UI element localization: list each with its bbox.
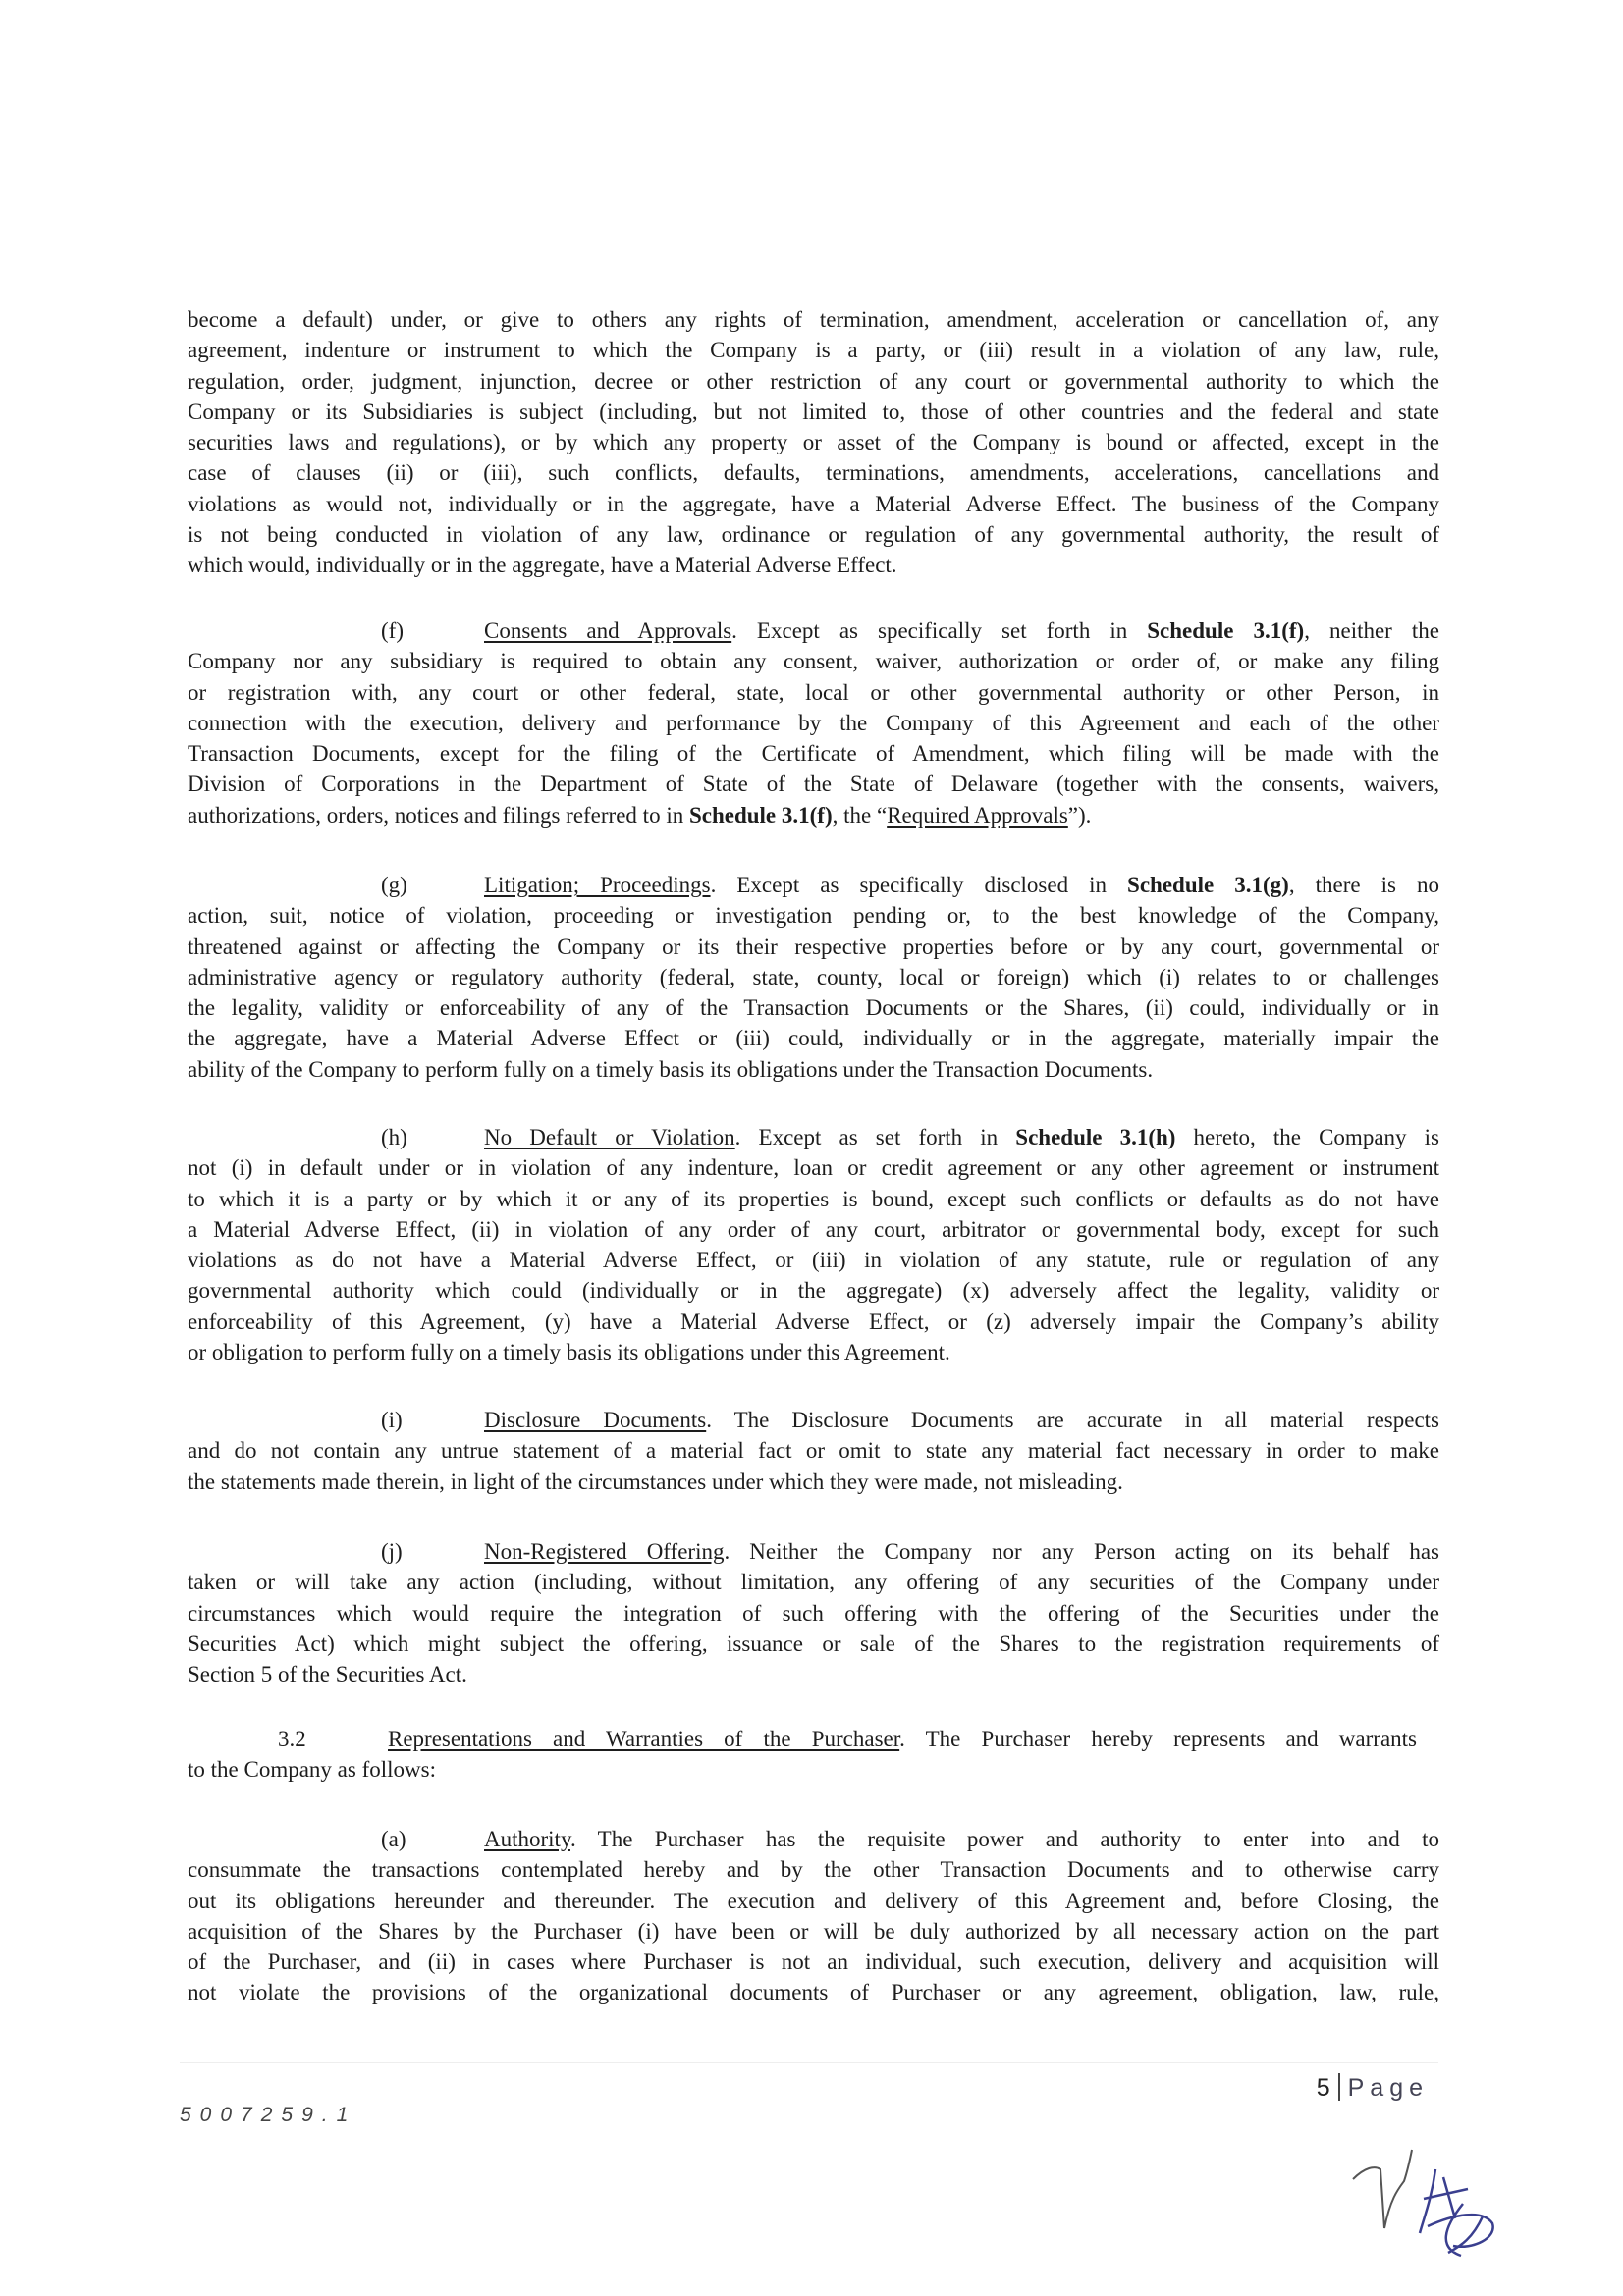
body-text: . The Purchaser has the requisite power and authority to enter into and to <box>569 1827 1439 1851</box>
text-line <box>188 677 1439 708</box>
text-line <box>188 1567 1439 1597</box>
section-number: (g) <box>381 873 407 897</box>
page-number <box>1317 2073 1429 2103</box>
text-line <box>188 1629 1439 1659</box>
body-text: agreement, indenture or instrument to which the Company is a party, or (iii) result in a violation of any law, rule, <box>188 338 1439 363</box>
body-text: regulation, order, judgment, injunction, decree or other restriction of any court or governmental authority to which the <box>188 368 1439 394</box>
text-line <box>188 769 1439 799</box>
body-text: , there is no <box>1288 873 1440 897</box>
text-line <box>188 1435 1439 1466</box>
body-text: . The Disclosure Documents are accurate in all material respects <box>706 1408 1439 1432</box>
body-text: . The Purchaser hereby represents and warrants <box>899 1727 1417 1751</box>
section-h <box>188 1122 1439 1367</box>
body-text: to which it is a party or by which it or any of its properties is bound, except such conflicts or defaults as do not have <box>188 1186 1439 1211</box>
text-line <box>188 1916 1439 1947</box>
text-line <box>188 1184 1439 1214</box>
body-text: violations as do not have a Material Adverse Effect, or (iii) in violation of any statute, rule or regulation of any <box>188 1248 1439 1273</box>
text-line <box>188 900 1439 931</box>
schedule-reference: Schedule 3.1(g) <box>1127 873 1289 897</box>
body-text: circumstances which would require the integration of such offering with the offering of the Securities under the <box>188 1600 1439 1626</box>
body-text: acquisition of the Shares by the Purchaser (i) have been or will be duly authorized by all necessary action on the part <box>188 1918 1439 1944</box>
text-line <box>188 870 1439 900</box>
section-number: (f) <box>381 618 404 643</box>
text-line <box>188 1405 1439 1435</box>
text-line <box>188 1536 1439 1567</box>
body-text: governmental authority which could (individually or in the aggregate) (x) adversely affect the legality, validity or <box>188 1278 1439 1304</box>
handwritten-initials-signature <box>1345 2130 1532 2258</box>
text-line <box>188 646 1439 676</box>
text-line <box>188 962 1439 992</box>
section-heading: Authority <box>484 1827 570 1851</box>
body-text: or registration with, any court or other federal, state, local or other governmental authority or other Person, in <box>188 679 1439 705</box>
body-text: connection with the execution, delivery and performance by the Company of this Agreement and each of the other <box>188 710 1439 735</box>
body-text: Securities Act) which might subject the offering, issuance or sale of the Shares to the registration requirements of <box>188 1630 1439 1656</box>
text-line <box>188 457 1439 488</box>
text-line <box>188 1054 1439 1085</box>
text-line <box>188 932 1439 962</box>
body-text: Section 5 of the Securities Act. <box>188 1662 467 1687</box>
body-text: the legality, validity or enforceability of any of the Transaction Documents or the Shares, (ii) could, individually or in <box>188 995 1439 1021</box>
section-number: 3.2 <box>278 1727 306 1751</box>
body-text: . Except as specifically disclosed in <box>710 873 1128 897</box>
text-line <box>188 1245 1439 1275</box>
section-heading: No Default or Violation <box>484 1125 735 1149</box>
body-text: securities laws and regulations), or by which any property or asset of the Company is bound or affected, except in the <box>188 430 1439 455</box>
section-heading: Litigation; Proceedings <box>484 873 711 897</box>
text-line <box>188 738 1439 769</box>
section-f <box>188 615 1439 830</box>
body-text: . Neither the Company nor any Person acting on its behalf has <box>724 1539 1439 1564</box>
body-text: case of clauses (ii) or (iii), such conflicts, defaults, terminations, amendments, accelerations, cancellations and <box>188 460 1439 486</box>
body-text: . Except as specifically set forth in <box>731 618 1148 643</box>
text-line <box>188 1214 1439 1245</box>
body-text: Division of Corporations in the Department of State of the State of Delaware (together with the consents, waivers, <box>188 772 1439 797</box>
body-text: , neither the <box>1304 618 1439 643</box>
text-line <box>188 1659 1439 1689</box>
body-text: hereto, the Company is <box>1175 1125 1439 1149</box>
text-line <box>188 427 1439 457</box>
page-number-value: 5 <box>1316 2074 1330 2102</box>
body-text: , the “ <box>832 802 888 828</box>
text-line <box>188 304 1439 335</box>
paragraph-continued <box>188 304 1439 581</box>
section-heading: Required Approvals <box>887 802 1068 828</box>
section-j <box>188 1536 1439 1689</box>
page-separator <box>1338 2073 1340 2101</box>
body-text: become a default) under, or give to others any rights of termination, amendment, acceleration or cancellation of, any <box>188 307 1439 332</box>
section-number: (h) <box>381 1125 407 1149</box>
section-i <box>188 1405 1439 1497</box>
body-text: the aggregate, have a Material Adverse Effect or (iii) could, individually or in the aggregate, materially impair the <box>188 1026 1439 1051</box>
body-text: enforceability of this Agreement, (y) have a Material Adverse Effect, or (z) adversely impair the Company’s ability <box>188 1308 1439 1334</box>
text-line <box>188 397 1439 427</box>
text-line <box>188 1467 1439 1497</box>
text-line <box>188 1854 1439 1885</box>
body-text: not violate the provisions of the organizational documents of Purchaser or any agreement, obligation, law, rule, <box>188 1980 1439 2005</box>
text-line <box>188 519 1439 550</box>
section-heading: Disclosure Documents <box>484 1408 707 1432</box>
body-text: violations as would not, individually or in the aggregate, have a Material Adverse Effect. The business of the Company <box>188 491 1439 516</box>
body-text: is not being conducted in violation of any law, ordinance or regulation of any governmental authority, the result of <box>188 522 1439 548</box>
schedule-reference: Schedule 3.1(f) <box>1147 618 1305 643</box>
section-number: (j) <box>381 1539 403 1564</box>
text-line <box>188 1947 1439 1977</box>
section-number: (i) <box>381 1408 403 1432</box>
text-line <box>188 1023 1439 1053</box>
body-text: consummate the transactions contemplated hereby and by the other Transaction Documents and to otherwise carry <box>188 1857 1439 1883</box>
text-line <box>188 335 1439 365</box>
body-text: which would, individually or in the aggregate, have a Material Adverse Effect. <box>188 553 897 578</box>
text-line <box>188 708 1439 738</box>
text-line <box>188 1337 1439 1367</box>
body-text: the statements made therein, in light of the circumstances under which they were made, not misleading. <box>188 1468 1123 1494</box>
body-text: Company nor any subsidiary is required to obtain any consent, waiver, authorization or order of, or make any filing <box>188 649 1439 674</box>
text-line <box>188 992 1439 1023</box>
text-line <box>188 366 1439 397</box>
body-text: threatened against or affecting the Company or its their respective properties before or by any court, governmental or <box>188 934 1439 959</box>
text-line <box>188 1754 1439 1785</box>
section-heading: Consents and Approvals <box>484 618 732 643</box>
body-text: ability of the Company to perform fully on a timely basis its obligations under the Transaction Documents. <box>188 1056 1154 1082</box>
body-text: not (i) in default under or in violation of any indenture, loan or credit agreement or any other agreement or instrument <box>188 1155 1439 1181</box>
text-line <box>188 1122 1439 1152</box>
text-line <box>188 1824 1439 1854</box>
body-text: of the Purchaser, and (ii) in cases where Purchaser is not an individual, such execution, delivery and acquisition will <box>188 1949 1439 1975</box>
schedule-reference: Schedule 3.1(f) <box>688 802 833 828</box>
text-line <box>188 1724 1439 1754</box>
text-line <box>188 1598 1439 1629</box>
body-text: or obligation to perform fully on a timely basis its obligations under this Agreement. <box>188 1340 950 1365</box>
body-text: Transaction Documents, except for the filing of the Certificate of Amendment, which filing will be made with the <box>188 741 1439 767</box>
footer-divider <box>180 2062 1438 2063</box>
body-text: a Material Adverse Effect, (ii) in violation of any order of any court, arbitrator or governmental body, except for such <box>188 1216 1439 1242</box>
body-text: ”). <box>1067 802 1092 828</box>
schedule-reference: Schedule 3.1(h) <box>1015 1125 1176 1149</box>
section-a <box>188 1824 1439 2008</box>
body-text: authorizations, orders, notices and filings referred to in <box>188 802 689 828</box>
text-line <box>188 1886 1439 1916</box>
body-text: out its obligations hereunder and thereunder. The execution and delivery of this Agreement and, before Closing, the <box>188 1888 1439 1913</box>
text-line <box>188 1152 1439 1183</box>
section-heading: Representations and Warranties of the Purchaser <box>388 1727 900 1751</box>
text-line <box>188 615 1439 646</box>
text-line <box>188 550 1439 580</box>
section-number: (a) <box>381 1827 406 1851</box>
text-line <box>188 1275 1439 1306</box>
body-text: administrative agency or regulatory authority (federal, state, county, local or foreign) which (i) relates to or challenges <box>188 964 1439 989</box>
body-text: action, suit, notice of violation, proceeding or investigation pending or, to the best knowledge of the Company, <box>188 903 1439 929</box>
body-text: and do not contain any untrue statement of a material fact or omit to state any material fact necessary in order to make <box>188 1438 1439 1464</box>
body-text: Company or its Subsidiaries is subject (including, but not limited to, those of other countries and the federal and state <box>188 399 1439 424</box>
body-text: . Except as set forth in <box>734 1125 1016 1149</box>
section-32 <box>188 1724 1439 1786</box>
text-line <box>188 1307 1439 1337</box>
body-text: taken or will take any action (including, without limitation, any offering of any securities of the Company under <box>188 1570 1439 1595</box>
text-line <box>188 489 1439 519</box>
body-text: to the Company as follows: <box>188 1757 436 1783</box>
text-line <box>188 1977 1439 2007</box>
page-label: Page <box>1347 2074 1429 2102</box>
section-g <box>188 870 1439 1085</box>
document-id: 5007259.1 <box>180 2104 357 2126</box>
text-line <box>188 800 1439 830</box>
section-heading: Non-Registered Offering <box>484 1539 725 1564</box>
